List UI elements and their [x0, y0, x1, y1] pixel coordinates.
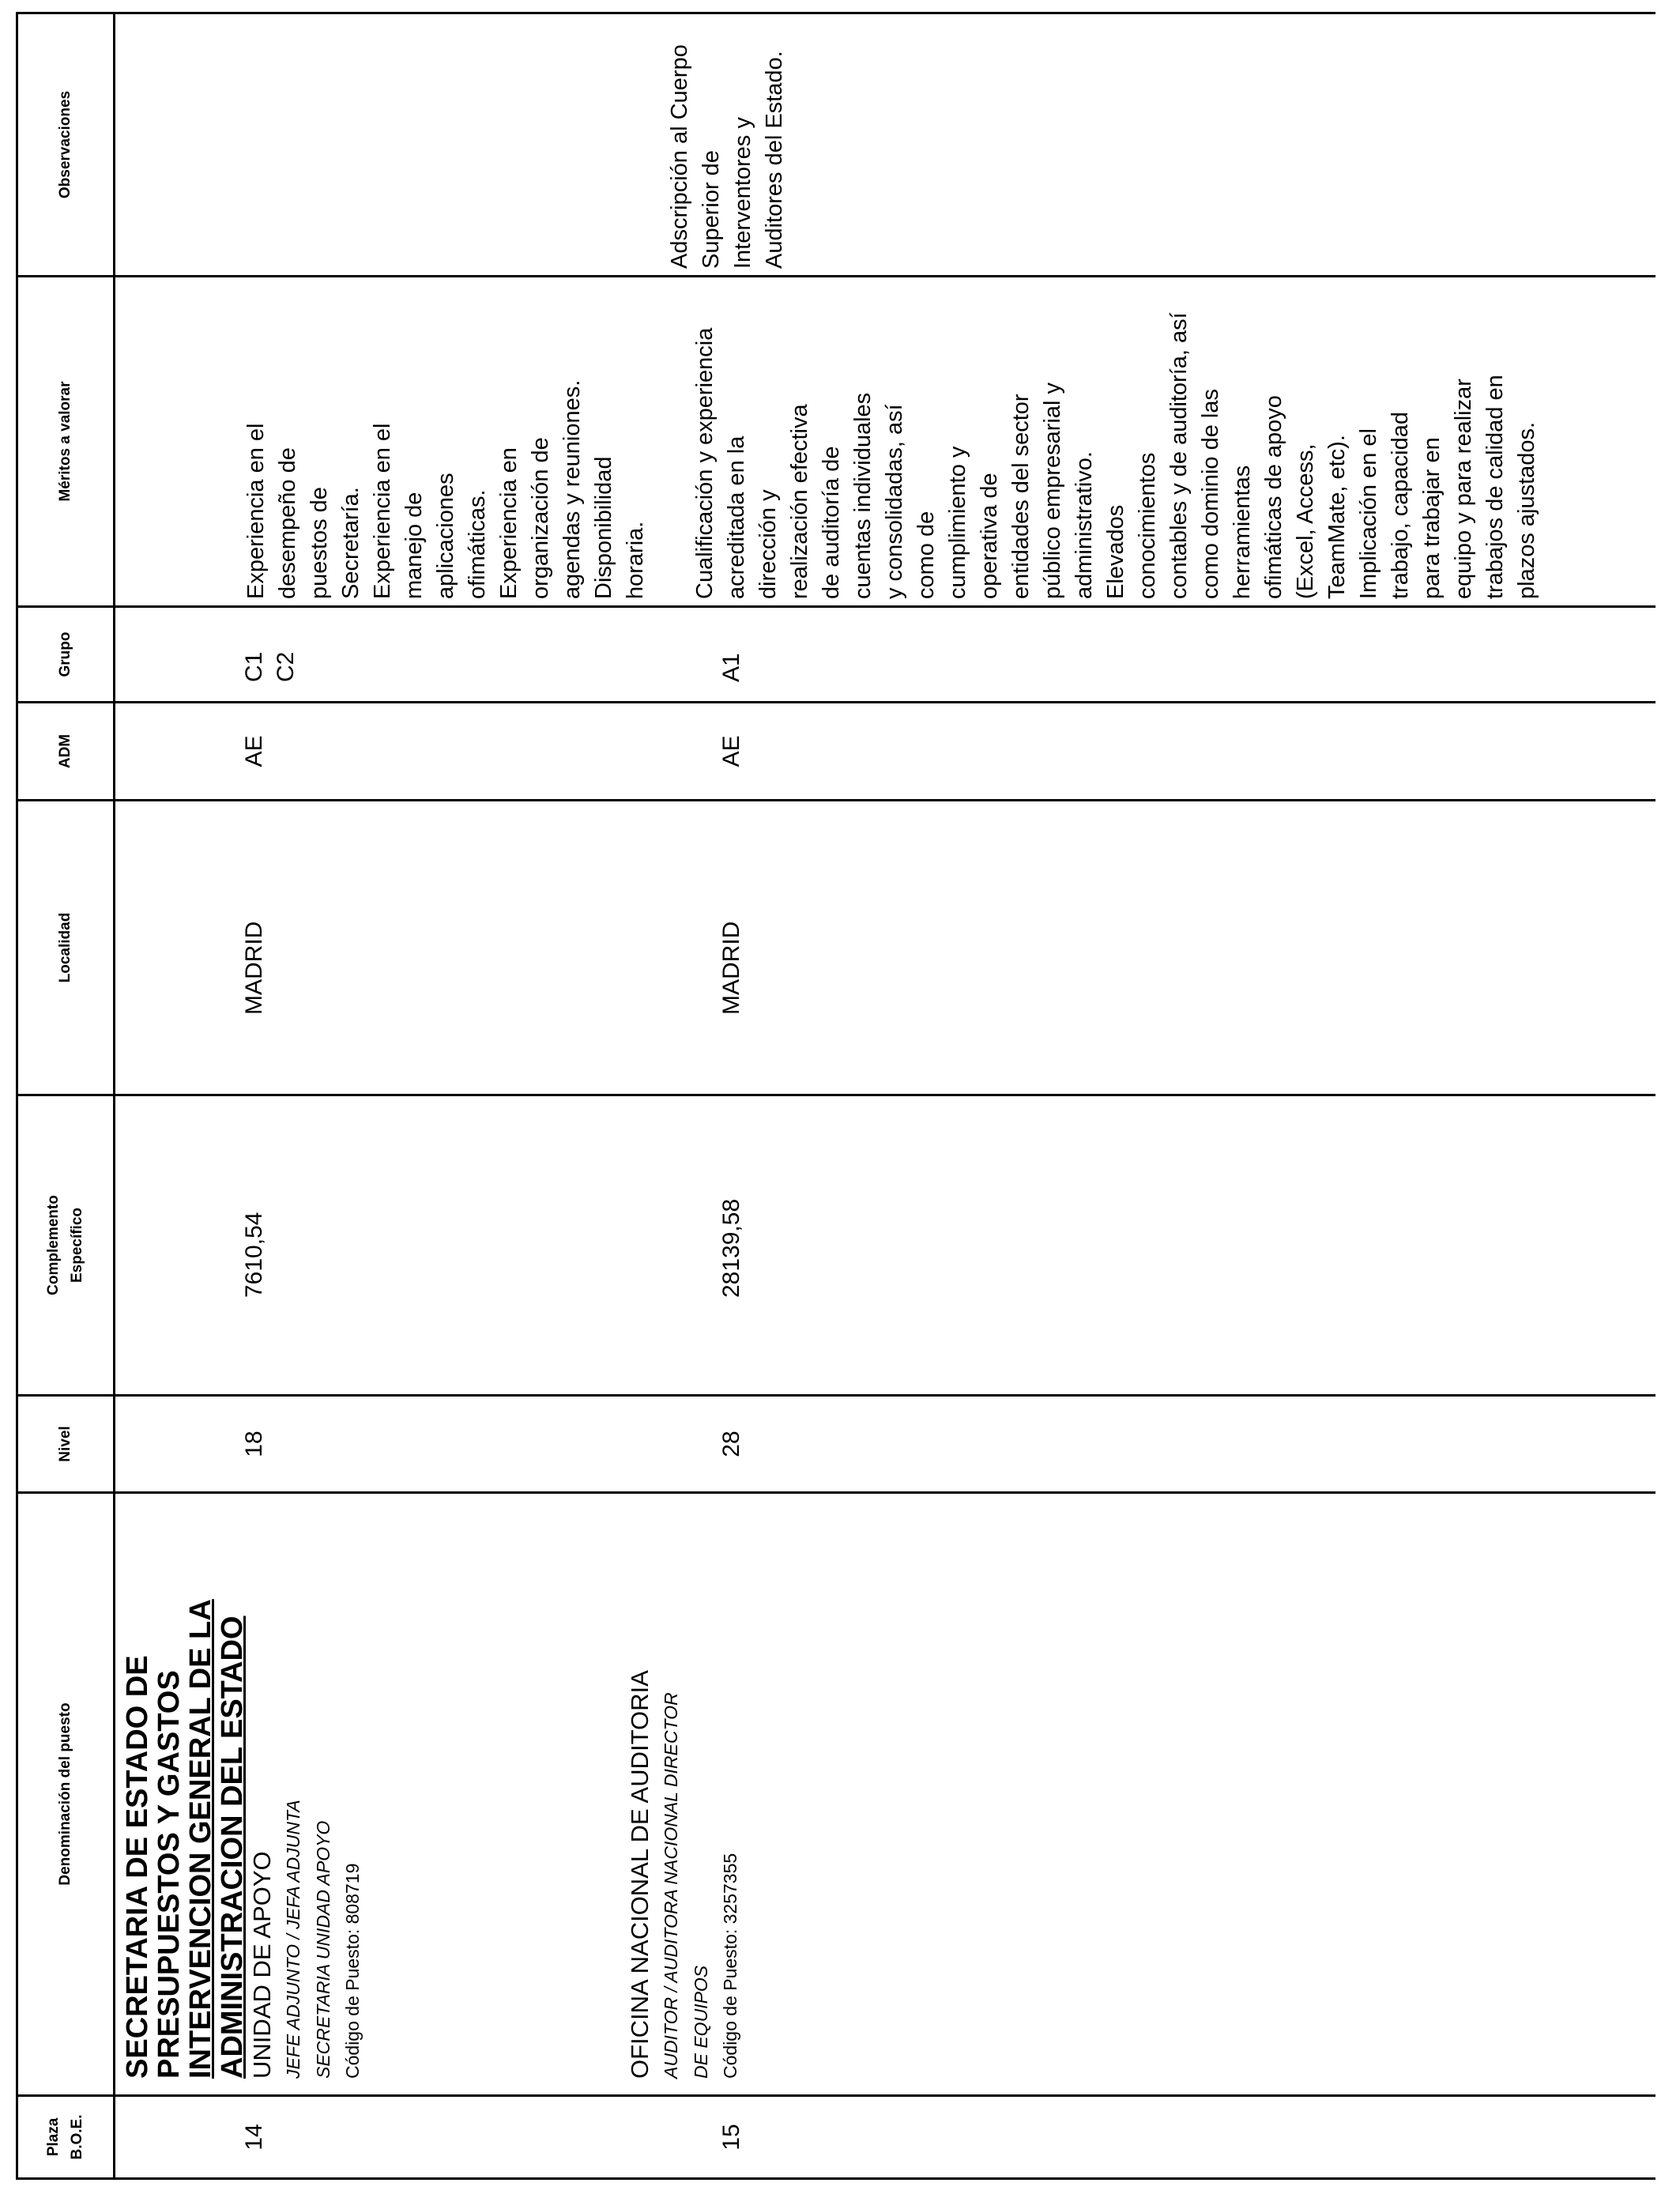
header-grupo-text: Grupo: [57, 631, 73, 677]
column-observaciones: [115, 13, 1656, 277]
entry-0-meritos-line: ofimáticas.: [465, 489, 490, 599]
entry-0-adm: AE: [241, 735, 267, 767]
header-observaciones-text: Observaciones: [57, 90, 73, 199]
entry-0-meritos-line: horaria.: [623, 521, 648, 599]
organization-line-3: INTERVENCION GENERAL DE LA: [184, 1599, 217, 2079]
header-adm-text: ADM: [57, 733, 73, 769]
entry-0-meritos-line: Experiencia en el: [243, 423, 269, 599]
entry-1-meritos-line: acreditada en la: [724, 435, 749, 599]
entry-0-localidad: MADRID: [241, 921, 267, 1015]
header-plaza-line2: B.O.E.: [69, 2114, 85, 2160]
entry-1-localidad: MADRID: [718, 921, 744, 1015]
entry-1-meritos-line: ofimáticas de apoyo: [1261, 395, 1286, 599]
organization-line-1: SECRETARIA DE ESTADO DE: [121, 1655, 154, 2079]
entry-1-meritos-line: entidades del sector: [1008, 394, 1034, 599]
entry-1-meritos-line: conocimientos: [1135, 452, 1160, 599]
entry-0-meritos-line: Experiencia en: [496, 447, 522, 599]
entry-1-observaciones-line: Superior de: [699, 150, 724, 269]
entry-1-meritos-line: cuentas individuales: [850, 392, 876, 599]
entry-0-nivel: 18: [241, 1431, 267, 1457]
entry-0-meritos-line: puestos de: [307, 487, 332, 599]
entry-1-meritos-line: para trabajar en: [1419, 437, 1445, 599]
entry-0-grupo-2: C2: [273, 651, 299, 682]
entry-1-puesto-line2: DE EQUIPOS: [691, 1965, 711, 2079]
entry-1-meritos-line: operativa de: [977, 473, 1002, 599]
header-complemento-line2: Específico: [69, 1207, 85, 1284]
entry-1-meritos-line: dirección y: [755, 489, 781, 599]
column-adm: [115, 703, 1656, 801]
entry-0-meritos-line: agendas y reuniones.: [559, 379, 585, 599]
entry-0-meritos-line: organización de: [528, 437, 553, 599]
column-nivel: [115, 1396, 1656, 1493]
entry-0-meritos-line: manejo de: [401, 492, 427, 599]
entry-1-meritos-line: como dominio de las: [1198, 389, 1223, 599]
entry-0-meritos-line: Disponibilidad: [591, 456, 616, 599]
entry-1-plaza: 15: [718, 2124, 744, 2151]
entry-1-meritos-line: equipo y para realizar: [1451, 379, 1476, 599]
header-plaza: [17, 2096, 115, 2179]
header-row: [17, 13, 115, 2179]
entry-1-meritos-line: realización efectiva: [787, 404, 812, 599]
header-nivel: [17, 1396, 115, 1493]
header-nivel-text: Nivel: [57, 1426, 73, 1462]
header-complemento: [17, 1095, 115, 1396]
entry-1-meritos-line: Cualificación y experiencia: [692, 327, 718, 599]
entry-1-meritos-line: de auditoría de: [819, 446, 844, 599]
entry-1-unidad: OFICINA NACIONAL DE AUDITORIA: [626, 1670, 654, 2079]
entry-1-meritos-line: administrativo.: [1072, 451, 1097, 599]
header-localidad-text: Localidad: [57, 912, 73, 983]
entry-0-codigo: Código de Puesto: 808719: [342, 1863, 363, 2079]
table-body-row: [115, 13, 1656, 2179]
column-meritos: [115, 277, 1656, 607]
header-observaciones: [17, 13, 115, 277]
header-localidad: [17, 801, 115, 1095]
header-meritos-text: Méritos a valorar: [57, 381, 73, 502]
entry-0-unidad: UNIDAD DE APOYO: [248, 1851, 276, 2079]
entry-1-meritos-line: Implicación en el: [1356, 428, 1381, 599]
column-grupo: [115, 607, 1656, 703]
entry-1-meritos-line: (Excel, Access,: [1293, 443, 1318, 599]
organization-heading: [122, 1502, 248, 2079]
entry-1-puesto: AUDITOR / AUDITORA NACIONAL DIRECTOR: [661, 1692, 681, 2079]
entry-0-grupo-1: C1: [241, 651, 267, 682]
header-denominacion: [17, 1493, 115, 2096]
entry-0-complemento: 7610,54: [241, 1212, 267, 1298]
entry-1-meritos-line: público empresarial y: [1040, 382, 1065, 599]
column-plaza: [115, 2096, 1656, 2179]
entry-1-observaciones: [115, 14, 790, 275]
entry-1-codigo: Código de Puesto: 3257355: [720, 1853, 740, 2079]
entry-1-meritos: [651, 277, 1543, 605]
entry-1-grupo-1: A1: [718, 653, 744, 682]
entry-0-meritos-line: aplicaciones: [433, 473, 458, 599]
entry-1-meritos-line: y consolidadas, así: [882, 404, 907, 599]
entry-0-puesto: JEFE ADJUNTO / JEFA ADJUNTA: [283, 1800, 303, 2079]
entry-1-adm: AE: [718, 735, 744, 767]
header-meritos: [17, 277, 115, 607]
header-adm: [17, 703, 115, 801]
entry-1-meritos-line: trabajo, capacidad: [1388, 412, 1413, 599]
header-grupo: [17, 607, 115, 703]
entry-1-meritos-line: contables y de auditoría, así: [1166, 312, 1192, 599]
header-denominacion-text: Denominación del puesto: [57, 1702, 73, 1886]
entry-0-plaza: 14: [241, 2124, 267, 2151]
entry-0-meritos-line: Experiencia en el: [370, 423, 395, 599]
column-localidad: [115, 801, 1656, 1095]
entry-0-puesto-line2: SECRETARIA UNIDAD APOYO: [313, 1820, 333, 2079]
header-plaza-line1: Plaza: [45, 2117, 62, 2157]
entry-1-complemento: 28139,58: [718, 1198, 744, 1298]
entry-0-meritos-line: Secretaría.: [338, 487, 363, 599]
entry-1-meritos-line: cumplimiento y: [945, 446, 970, 599]
entry-1-observaciones-line: Auditores del Estado.: [762, 51, 787, 269]
entry-1-observaciones-line: Interventores y: [730, 117, 755, 269]
header-complemento-line1: Complemento: [45, 1195, 62, 1295]
organization-line-2: PRESUPUESTOS Y GASTOS: [153, 1670, 186, 2079]
entry-1-nivel: 28: [718, 1431, 744, 1457]
entry-1-meritos-line: plazos ajustados.: [1514, 421, 1539, 599]
entry-0-meritos-line: desempeño de: [275, 447, 300, 599]
entry-1-meritos-line: TeamMate, etc).: [1324, 435, 1350, 599]
column-denominacion: [115, 1493, 1656, 2096]
entry-1-meritos-line: Elevados: [1103, 504, 1128, 599]
entry-1-meritos-line: como de: [913, 511, 939, 599]
entry-1-observaciones-line: Adscripción al Cuerpo: [667, 44, 692, 269]
positions-table: [16, 12, 1656, 2180]
organization-line-4: ADMINISTRACION DEL ESTADO: [216, 1615, 249, 2079]
column-complemento: [115, 1095, 1656, 1396]
entry-1-meritos-line: herramientas: [1230, 465, 1255, 599]
entry-1-meritos-line: trabajos de calidad en: [1482, 375, 1508, 599]
entry-0-meritos: [115, 277, 651, 605]
